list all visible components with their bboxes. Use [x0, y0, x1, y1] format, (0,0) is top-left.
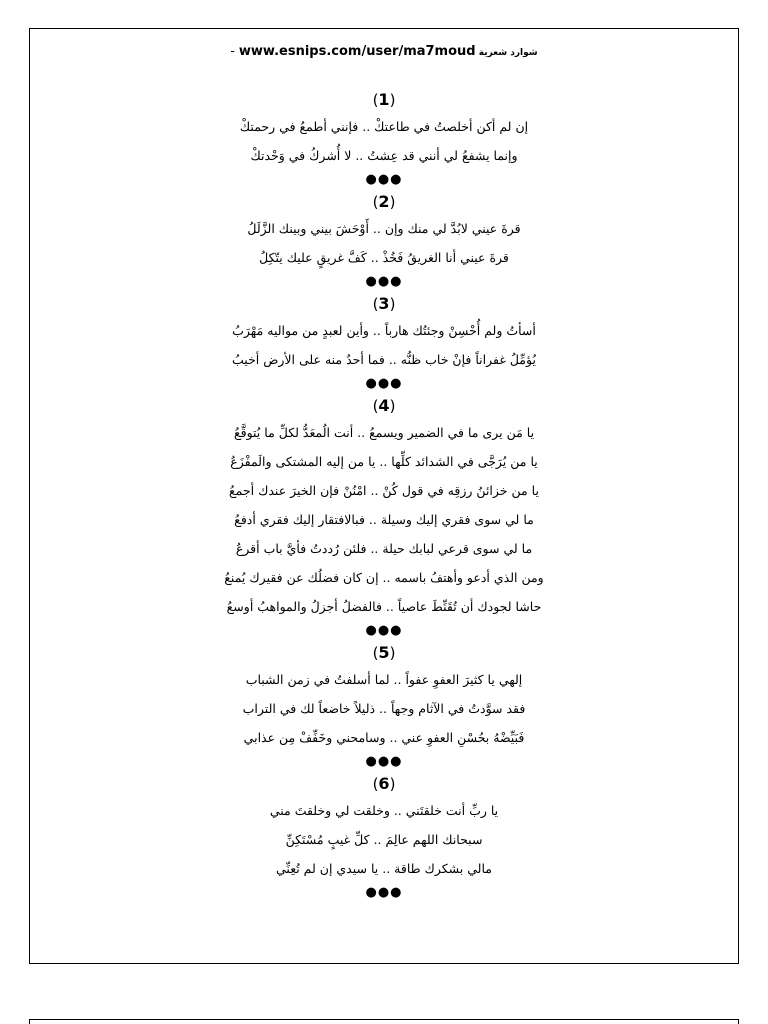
section-number: (3): [372, 294, 396, 313]
poem-line: يا ربِّ أنت خلقتَني .. وخلقت لي وخلقتَ مني: [269, 803, 499, 818]
poem-line: حاشا لجودك أن تُقَنِّطَ عاصياً .. فالفضلُ أجزلُ والمواهبُ أوسعُ: [226, 599, 542, 614]
header-dash: -: [230, 44, 239, 59]
separator-dots: ●●●: [365, 623, 403, 638]
section-number: (5): [372, 643, 396, 662]
header-url: www.esnips.com/user/ma7moud: [238, 44, 476, 59]
poem-line: قرةَ عيني أنا الغريقُ فَخُذْ .. كَفَّ غريقٍ عليك يتّكِلُ: [259, 250, 509, 265]
poem-line: يا من خزائنُ رزقِه في قول كُنْ .. امْنُنْ فإن الخيرَ عندك أجمعُ: [229, 483, 539, 498]
page-header: [0, 44, 768, 59]
poem-line: ومن الذي أدعو وأهتفُ باسمه .. إن كان فضلُك عن فقيرك يُمنعُ: [224, 570, 544, 585]
poem-line: قرةَ عيني لابُدَّ لي منك وإن .. أَوْحَشَ بيني وبينك الزَّلَلُ: [247, 221, 521, 236]
poem-line: إن لم أكن أخلصتُ في طاعتكْ .. فإنني أطمعُ في رحمتكْ: [239, 119, 529, 134]
separator-dots: ●●●: [365, 274, 403, 289]
separator-dots: ●●●: [365, 376, 403, 391]
separator-dots: ●●●: [365, 885, 403, 900]
section-number: (1): [372, 90, 396, 109]
poem-line: إلهي يا كثيرَ العفوِ عفواً .. لما أسلفتُ في زمن الشباب: [245, 672, 523, 687]
poem-line: ما لي سوى قرعي لبابك حيلة .. فلئن رُددتُ فأيَّ باب أقرعُ: [235, 541, 533, 556]
separator-dots: ●●●: [365, 172, 403, 187]
poem-line: فقد سوَّدتُ في الآثام وجهاً .. ذليلاً خاضعاً لك في التراب: [242, 701, 526, 716]
poem-line: وإنما يشفعُ لي أنني قد عِشتُ .. لا أُشركُ في وَحْدتكْ: [250, 148, 518, 163]
poem-line: مالي بشكرك طاقة .. يا سيدي إن لم تُعِنِّي: [276, 861, 492, 876]
poem-content: [0, 88, 768, 903]
next-page-edge: [29, 1019, 739, 1024]
section-number: (2): [372, 192, 396, 211]
section-number: (6): [372, 774, 396, 793]
separator-dots: ●●●: [365, 754, 403, 769]
poem-line: يُؤمِّلُ غفراناً فإنْ خاب ظنُّه .. فما أحدٌ منه على الأرض أخيبُ: [232, 352, 536, 367]
poem-line: فَبَيِّضْهُ بحُسْنِ العفوِ عني .. وسامحني وخَفِّفْ مِن عذابي: [243, 730, 525, 745]
poem-line: يا من يُرَجَّى في الشدائد كلِّها .. يا من إليه المشتكى والَمفْزَعُ: [230, 454, 538, 469]
header-tag: شوارد شعرية: [475, 48, 538, 58]
poem-line: سبحانك اللهم عالِمَ .. كلِّ غيبٍ مُسْتَكِنِّ: [285, 832, 483, 847]
poem-line: ما لي سوى فقري إليك وسيلة .. فبالافتقار إليك فقري أدفعُ: [234, 512, 534, 527]
section-number: (4): [372, 396, 396, 415]
poem-line: يا مَن يرى ما في الضمير ويسمعُ .. أنت الُمعَدُّ لكلِّ ما يُتوقَّعُ: [233, 425, 535, 440]
poem-line: أسأتُ ولم أُحْسِنْ وجئتُك هارباً .. وأين لعبدٍ من مواليه مَهْرَبُ: [232, 323, 536, 338]
